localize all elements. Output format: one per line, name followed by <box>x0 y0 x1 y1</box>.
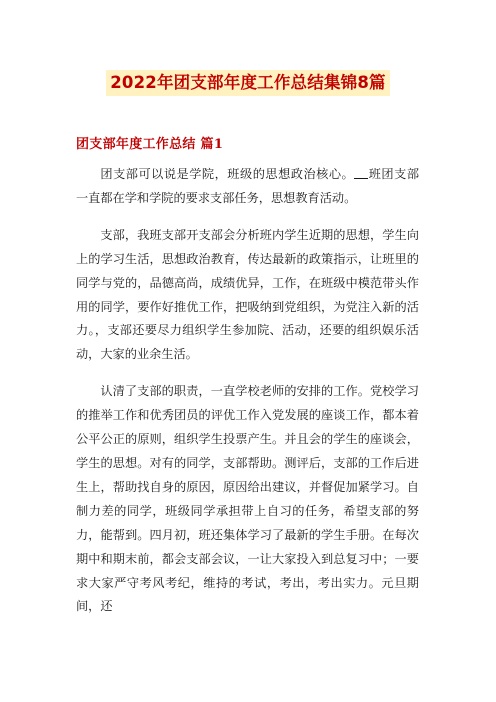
fill-in-blank <box>354 164 368 179</box>
document-body <box>76 163 419 632</box>
paragraph-3: 认清了支部的职责，一直学校老师的安排的工作。党校学习的推举工作和优秀团员的评优工作入党发展的座谈工作，都本着公平公正的原则，组织学生投票产生。并且会的学生的座谈会，学生的思想。对有的同学，支部帮助。测评后，支部的工作后进生上，帮助找自身的原因，原因给出建议，并督促加紧学习。自制力差的同学，班级同学承担带上自习的任务，希望支部的努力，能帮到。四月初，班还集体学习了最新的学生手册。在每次期中和期末前，都会支部会议，一让大家投入到总复习中；一要求大家严守考风考纪，维持的考试，考出，考出实力。元旦期间，还 <box>76 384 419 614</box>
paragraph-1 <box>76 163 419 211</box>
document-title-wrapper <box>0 70 496 96</box>
section-heading: 团支部年度工作总结 篇1 <box>76 137 224 152</box>
document-title: 2022年团支部年度工作总结集锦8篇 <box>106 70 390 96</box>
paragraph-1-part-2: 班团支部一直都在学和学院的要求支部任务，思想教育活动。 <box>76 167 420 205</box>
paragraph-2: 支部，我班支部开支部会分析班内学生近期的思想，学生向上的学习生活，思想政治教育，传达最新的政策指示，让班里的同学与党的，品德高尚，成绩优异，工作，在班级中模范带头作用的同学，要作好推优工作，把吸纳到党组织，为党注入新的活力。，支部还要尽力组织学生参加院、活动，还要的组织娱乐活动，大家的业余生活。 <box>76 227 419 362</box>
paragraph-1-part-1: 团支部可以说是学院，班级的思想政治核心。 <box>100 167 355 181</box>
